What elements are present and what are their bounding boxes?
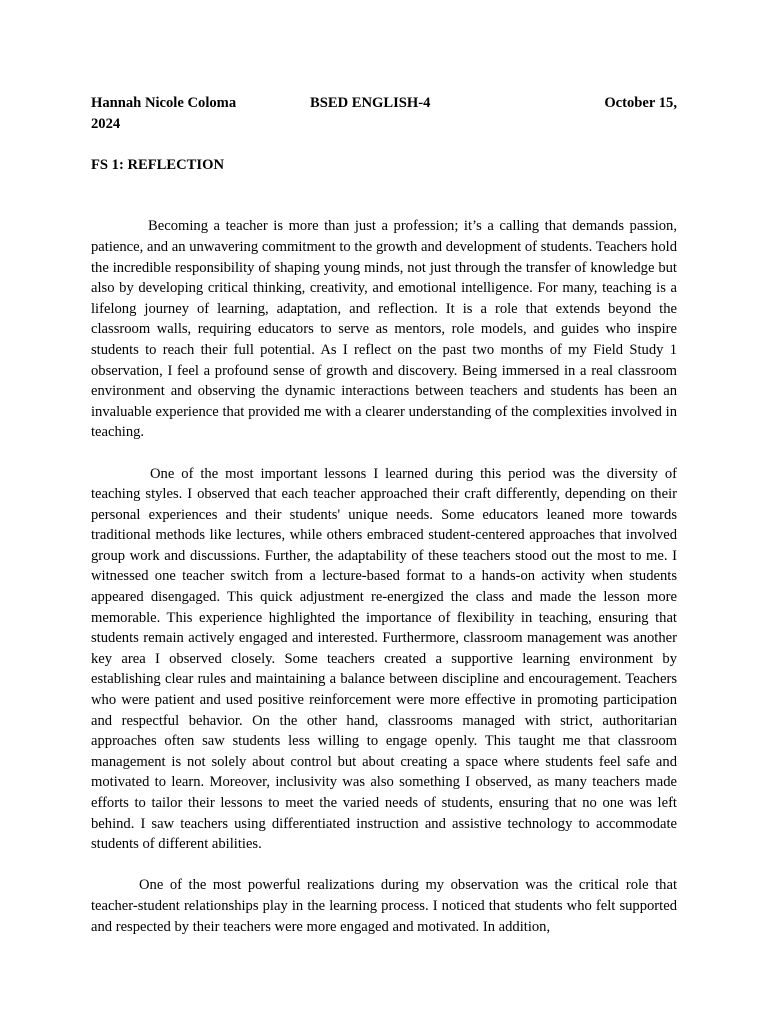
author-name: Hannah Nicole Coloma: [91, 95, 237, 111]
paragraph-2: One of the most important lessons I learned during this period was the diversity of teaching styles. I observed that each teacher approached their craft differently, depending on their personal experiences and their students' unique needs. Some educators leaned more towards traditional methods like lectures, while others embraced student-centered approaches that involved group work and discussions. Further, the adaptability of these teachers stood out the most to me. I witnessed one teacher switch from a lecture-based format to a hands-on activity when students appeared disengaged. This quick adjustment re-energized the class and made the lesson more memorable. This experience highlighted the importance of flexibility in teaching, ensuring that students remain actively engaged and interested. Furthermore, classroom management was another key area I observed closely. Some teachers created a supportive learning environment by establishing clear rules and maintaining a balance between discipline and encouragement. Teachers who were patient and used positive reinforcement were more effective in promoting participation and respectful behavior. On the other hand, classrooms managed with strict, authoritarian approaches often saw students less willing to engage openly. This taught me that classroom management is not solely about control but about creating a space where students feel safe and motivated to learn. Moreover, inclusivity was also something I observed, as many teachers made efforts to tailor their lessons to meet the varied needs of students, ensuring that no one was left behind. I saw teachers using differentiated instruction and assistive technology to accommodate students of different abilities.: [91, 465, 677, 853]
course-name: BSED ENGLISH-4: [310, 95, 431, 111]
date-year: 2024: [91, 115, 121, 132]
document-title: FS 1: REFLECTION: [91, 156, 224, 173]
paragraph-1: Becoming a teacher is more than just a profession; it’s a calling that demands passion, patience, and an unwavering commitment to the growth and development of students. Teachers hold the incredible responsibility of shaping young minds, not just through the transfer of knowledge but also by developing critical thinking, creativity, and emotional intelligence. For many, teaching is a lifelong journey of learning, adaptation, and reflection. It is a role that extends beyond the classroom walls, requiring educators to serve as mentors, role models, and guides who inspire students to reach their full potential. As I reflect on the past two months of my Field Study 1 observation, I feel a profound sense of growth and discovery. Being immersed in a real classroom environment and observing the dynamic interactions between teachers and students has been an invaluable experience that provided me with a clearer understanding of the complexities involved in teaching.: [91, 218, 677, 441]
document-page: [91, 93, 677, 937]
header-line: [91, 93, 677, 114]
paragraph-3: One of the most powerful realizations during my observation was the critical role that teacher-student relationships play in the learning process. I noticed that students who felt supported and respected by their teachers were more engaged and motivated. In addition,: [91, 877, 677, 935]
date-text: October 15,: [604, 95, 677, 111]
